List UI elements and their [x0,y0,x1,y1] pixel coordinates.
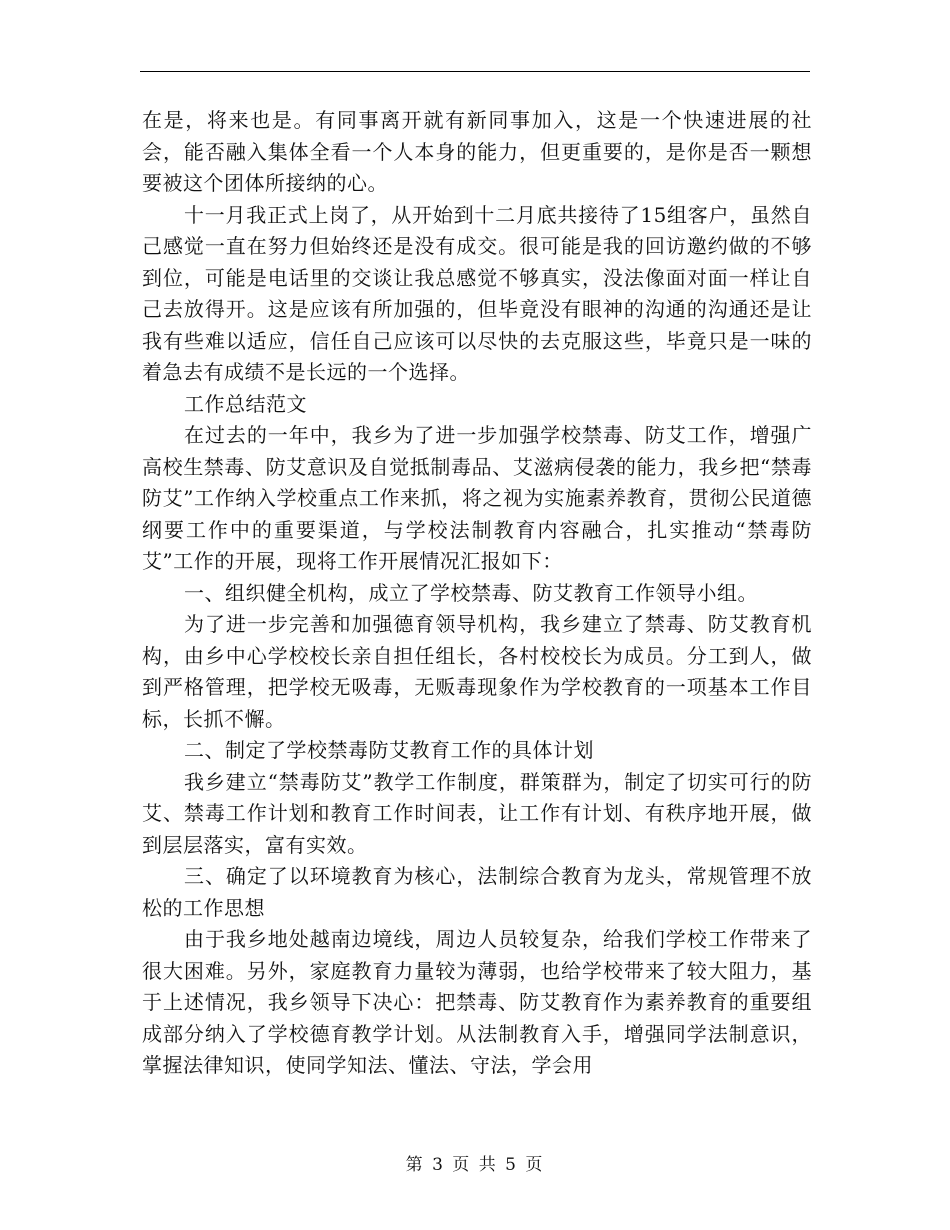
item-heading-2: 二、制定了学校禁毒防艾教育工作的具体计划 [184,738,594,762]
paragraph-3: 在过去的一年中，我乡为了进一步加强学校禁毒、防艾工作，增强广高校生禁毒、防艾意识及自觉抵制毒品、艾滋病侵袭的能力，我乡把“禁毒防艾”工作纳入学校重点工作来抓，将之视为实施素养教育，贯彻公民道德纲要工作中的重要渠道，与学校法制教育内容融合，扎实推动“禁毒防艾”工作的开展，现将工作开展情况汇报如下： [142,423,812,573]
document-body [142,105,812,1082]
paragraph-1: 在是，将来也是。有同事离开就有新同事加入，这是一个快速进展的社会，能否融入集体全看一个人本身的能力，但更重要的，是你是否一颗想要被这个团体所接纳的心。 [142,108,812,195]
paragraph-5: 我乡建立“禁毒防艾”教学工作制度，群策群为，制定了切实可行的防艾、禁毒工作计划和教育工作时间表，让工作有计划、有秩序地开展，做到层层落实，富有实效。 [142,769,812,857]
item-heading-1: 一、组织健全机构，成立了学校禁毒、防艾教育工作领导小组。 [184,580,758,605]
item-heading-3: 三、确定了以环境教育为核心，法制综合教育为龙头，常规管理不放松的工作思想 [142,864,812,920]
paragraph-2: 十一月我正式上岗了，从开始到十二月底共接待了15组客户，虽然自己感觉一直在努力但始终还是没有成交。很可能是我的回访邀约做的不够到位，可能是电话里的交谈让我总感觉不够真实，没法像面对面一样让自己去放得开。这是应该有所加强的，但毕竟没有眼神的沟通的沟通还是让我有些难以适应，信任自己应该可以尽快的去克服这些，毕竟只是一味的着急去有成绩不是长远的一个选择。 [142,202,812,384]
paragraph-6: 由于我乡地处越南边境线，周边人员较复杂，给我们学校工作带来了很大困难。另外，家庭教育力量较为薄弱，也给学校带来了较大阻力，基于上述情况，我乡领导下决心：把禁毒、防艾教育作为素养教育的重要组成部分纳入了学校德育教学计划。从法制教育入手，增强同学法制意识，掌握法律知识，使同学知法、懂法、守法，学会用 [142,927,812,1077]
header-rule [140,71,810,72]
section-heading: 工作总结范文 [184,391,307,416]
page-number: 第 3 页 共 5 页 [405,1155,545,1175]
paragraph-4: 为了进一步完善和加强德育领导机构，我乡建立了禁毒、防艾教育机构，由乡中心学校校长亲自担任组长，各村校校长为成员。分工到人，做到严格管理，把学校无吸毒，无贩毒现象作为学校教育的一项基本工作目标，长抓不懈。 [142,612,812,731]
